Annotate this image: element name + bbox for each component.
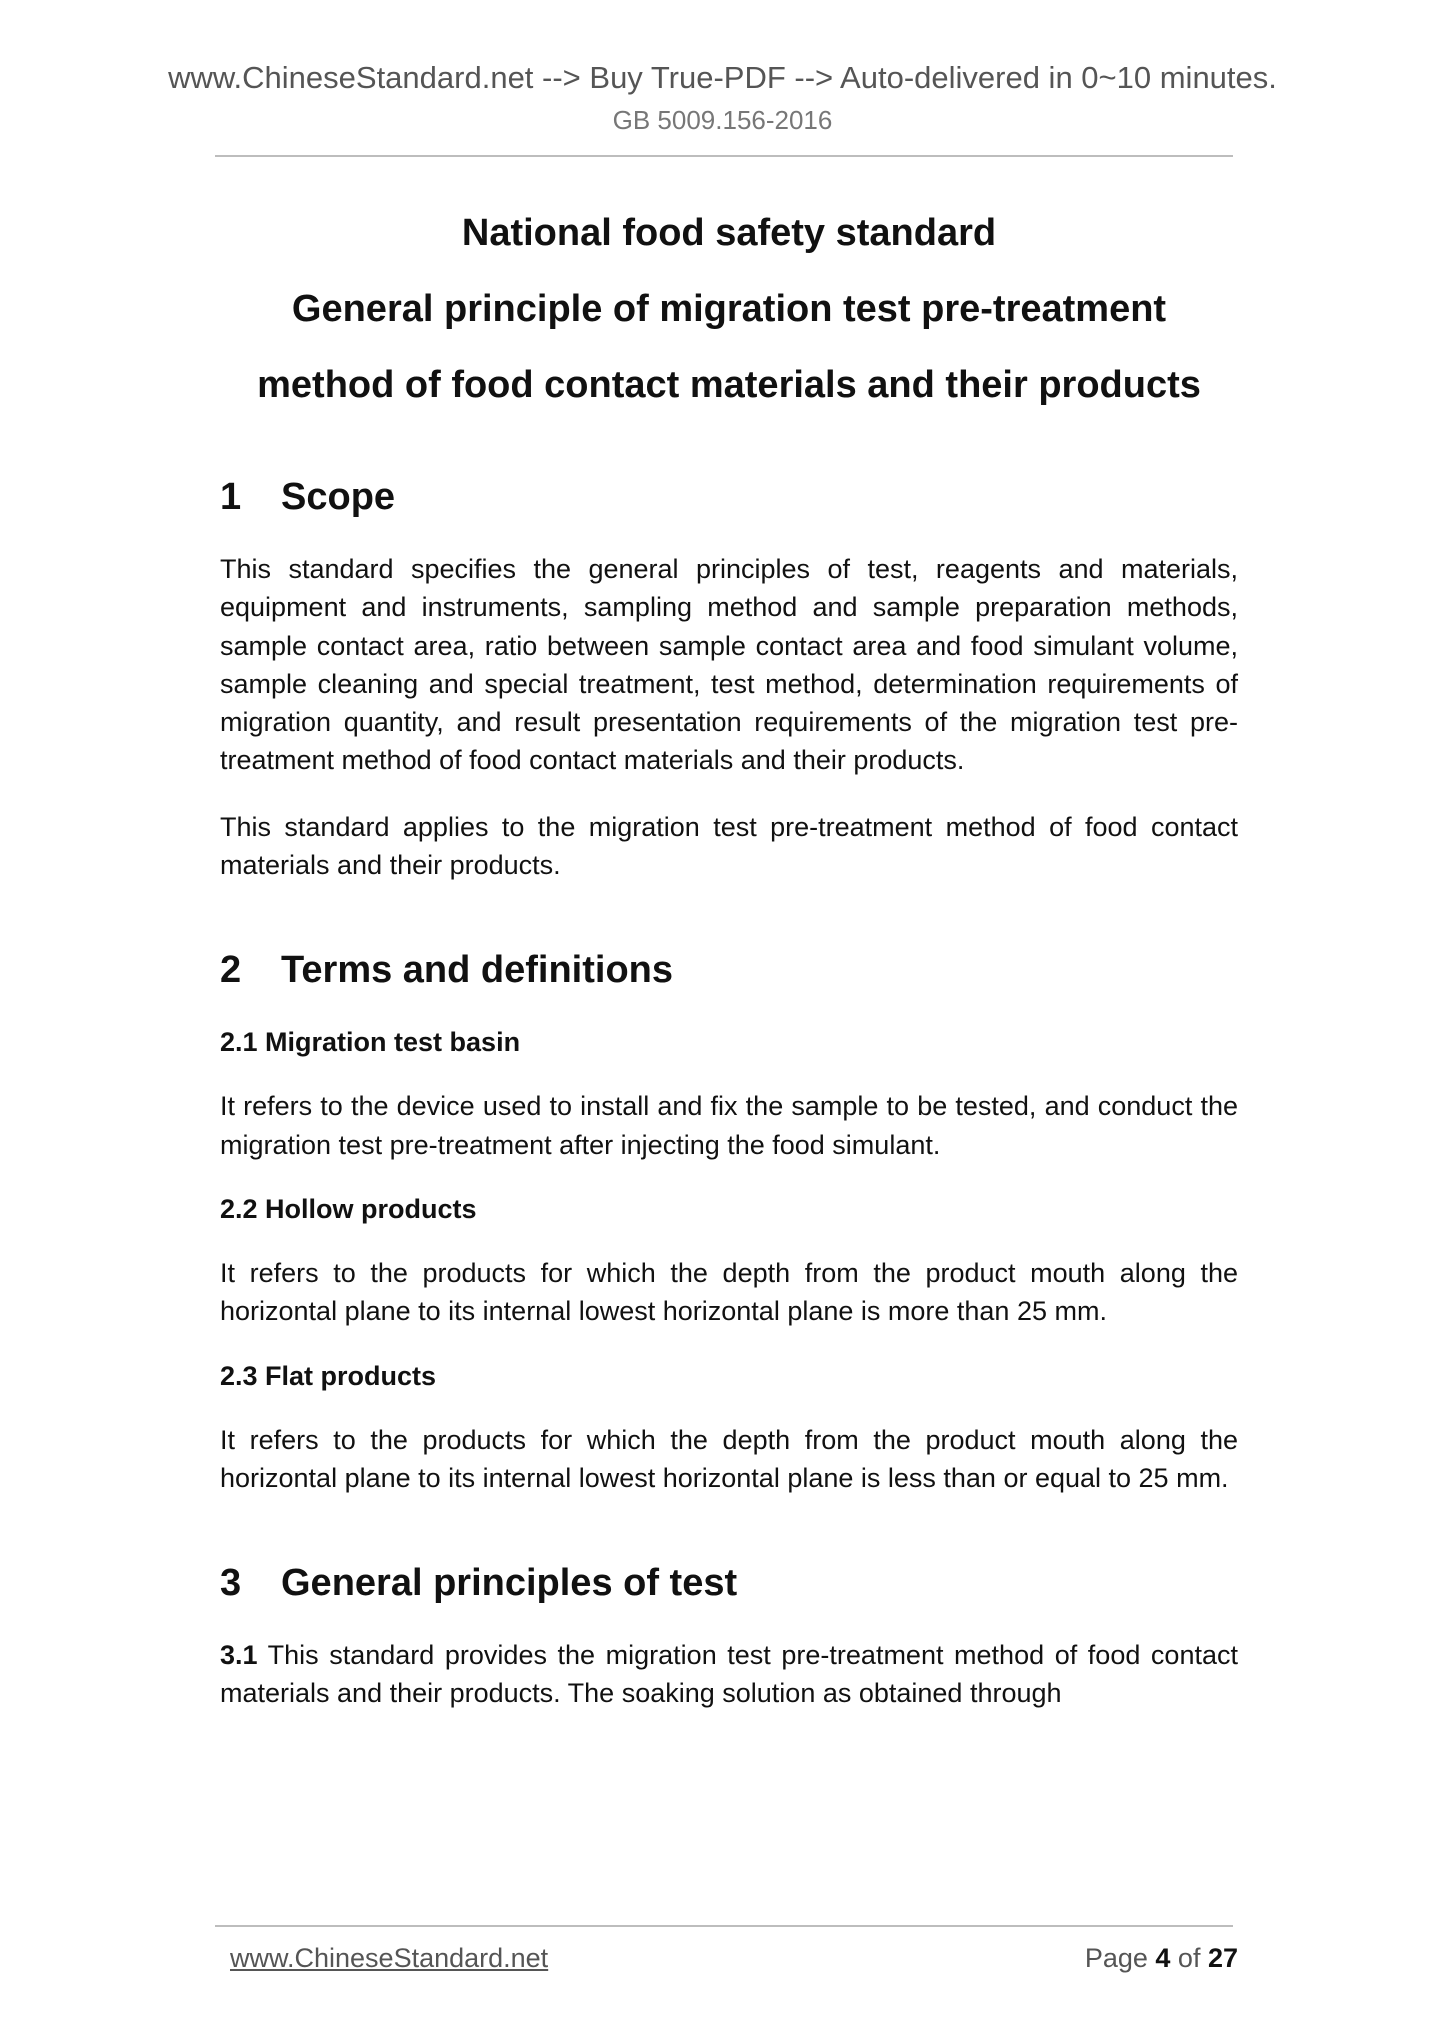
header-divider [215, 155, 1233, 157]
subsection-text-2-3: It refers to the products for which the depth from the product mouth along the horizontal plane to its internal lowest horizontal plane is less than or equal to 25 mm. [220, 1424, 1238, 1493]
page-total: 27 [1207, 1943, 1238, 1973]
section-number: 2 [220, 949, 242, 992]
clause-number: 3.1 [220, 1640, 258, 1671]
scope-paragraph-1: This standard specifies the general principles of test, reagents and materials, equipment and instruments, sampling method and sample preparation methods, sample contact area, ratio between sample contact area and food simulant volume, sample cleaning and special treatment, test method, determination requirements of migration quantity, and result presentation requirements of the migration test pre-treatment method of food contact materials and their products. [220, 554, 1238, 776]
title-line-2: General principle of migration test pre-treatment [291, 288, 1167, 330]
title-line-1: National food safety standard [461, 212, 997, 254]
section-heading-scope [220, 474, 1238, 520]
section-title: Scope [281, 476, 396, 518]
section-title: Terms and definitions [281, 949, 674, 992]
page-content [220, 210, 1238, 1713]
section-number: 3 [220, 1562, 242, 1605]
scope-paragraph-2: This standard applies to the migration test pre-treatment method of food contact materials and their products. [220, 811, 1238, 881]
section-title: General principles of test [281, 1562, 738, 1605]
clause-3-1 [220, 1636, 1238, 1713]
page-current: 4 [1155, 1943, 1171, 1973]
document-code: GB 5009.156-2016 [612, 105, 833, 135]
subsection-heading-2-1: 2.1 Migration test basin [220, 1027, 521, 1058]
subsection-heading-2-2: 2.2 Hollow products [220, 1193, 477, 1224]
subsection-text-2-2: It refers to the products for which the depth from the product mouth along the horizontal plane to its internal lowest horizontal plane is more than 25 mm. [220, 1257, 1238, 1327]
footer-site-link[interactable]: www.ChineseStandard.net [230, 1943, 549, 1973]
subsection-text-2-1: It refers to the device used to install and fix the sample to be tested, and conduct the migration test pre-treatment after injecting the food simulant. [220, 1091, 1238, 1160]
site-banner: www.ChineseStandard.net --> Buy True-PDF --> Auto-delivered in 0~10 minutes. [168, 60, 1277, 95]
page-prefix: Page [1084, 1943, 1156, 1973]
clause-text: This standard provides the migration test pre-treatment method of food contact materials and their products. The soaking solution as obtained through [220, 1640, 1238, 1709]
footer-divider [215, 1925, 1233, 1927]
title-line-3: method of food contact materials and their products [257, 364, 1201, 406]
section-heading-general-principles [220, 1560, 1238, 1606]
page-indicator [1085, 1941, 1238, 1975]
section-number: 1 [220, 476, 242, 518]
page-of: of [1170, 1943, 1208, 1973]
section-heading-terms [220, 947, 1238, 993]
subsection-heading-2-3: 2.3 Flat products [220, 1360, 437, 1391]
